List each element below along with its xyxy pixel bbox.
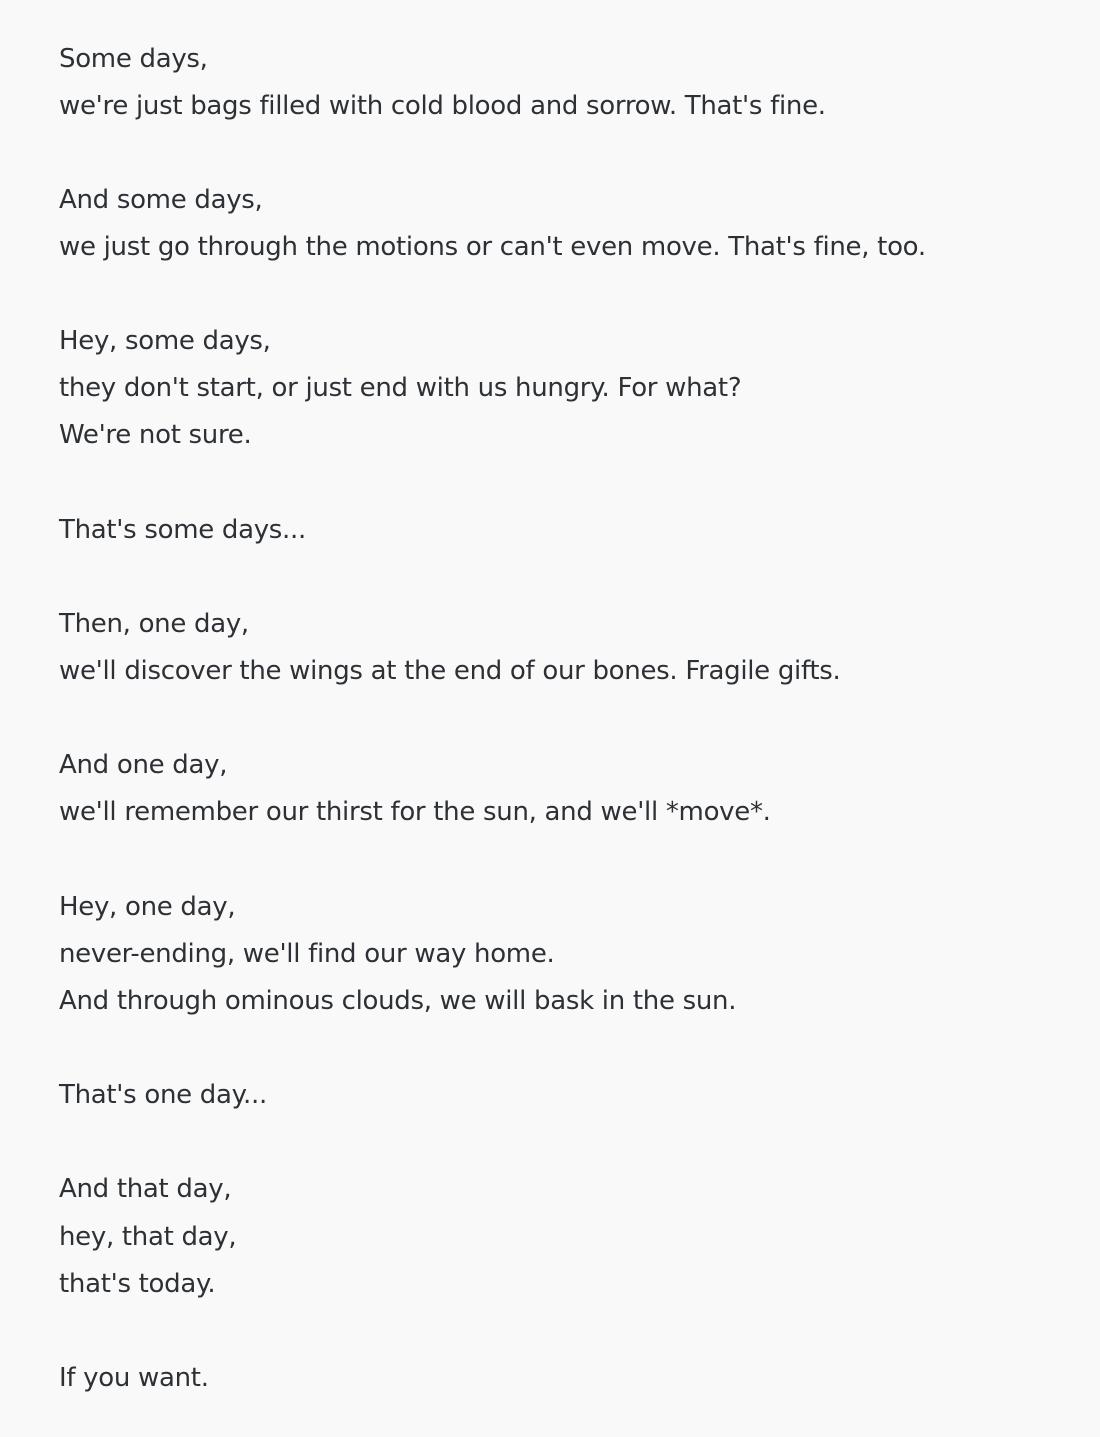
poem-line: That's some days... <box>59 515 306 545</box>
poem-line: Then, one day, <box>59 609 249 639</box>
poem-line: we just go through the motions or can't even move. That's fine, too. <box>59 232 926 262</box>
poem-line: hey, that day, <box>59 1222 237 1252</box>
poem-line: That's one day... <box>59 1080 267 1110</box>
poem-line: We're not sure. <box>59 420 252 450</box>
poem-line: we'll remember our thirst for the sun, and we'll *move*. <box>59 797 771 827</box>
poem-line: And that day, <box>59 1174 232 1204</box>
poem-line: never-ending, we'll find our way home. <box>59 939 555 969</box>
poem-line: that's today. <box>59 1269 216 1299</box>
poem-line: Some days, <box>59 44 208 74</box>
poem-line: Hey, some days, <box>59 326 271 356</box>
poem-line: And through ominous clouds, we will bask in the sun. <box>59 986 737 1016</box>
poem-line: If you want. <box>59 1363 209 1393</box>
poem-line: And some days, <box>59 185 263 215</box>
poem-line: we'll discover the wings at the end of our bones. Fragile gifts. <box>59 656 841 686</box>
poem-line: they don't start, or just end with us hungry. For what? <box>59 373 742 403</box>
poem-line: And one day, <box>59 750 228 780</box>
poem-line: we're just bags filled with cold blood and sorrow. That's fine. <box>59 91 826 121</box>
poem-line: Hey, one day, <box>59 892 236 922</box>
